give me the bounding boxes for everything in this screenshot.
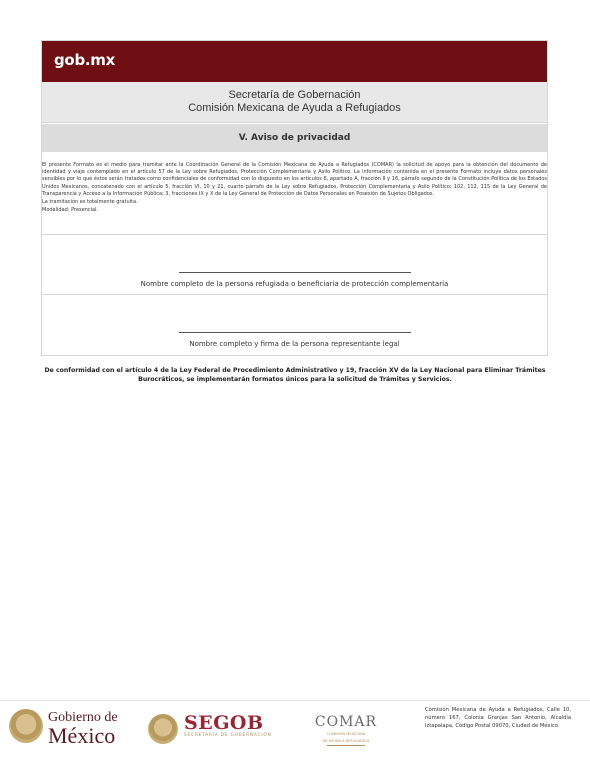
comar-underline	[327, 745, 365, 746]
gobierno-logo-line1: Gobierno de	[48, 710, 118, 725]
form-container	[41, 40, 548, 356]
footer-address: Comisión Mexicana de Ayuda a Refugiados, Calle 10, número 167, Colonia Granjas San Antonio, Alcaldía Iztapalapa, Código Postal 09070, Ciudad de México.	[425, 707, 571, 729]
refugee-signature-label: Nombre completo de la persona refugiada o beneficiaria de protección complementaria	[140, 280, 449, 288]
footer	[0, 700, 590, 763]
legal-statement: De conformidad con el artículo 4 de la Ley Federal de Procedimiento Administrativo y 19, fracción XV de la Ley Nacional para Eliminar Trámites Burocráticos, se implementarán formatos únicos para la solicitud de Trámites y Servicios.	[44, 367, 546, 383]
refugee-signature-row	[42, 235, 547, 295]
gobierno-logo-line2: México	[48, 723, 116, 748]
gobierno-de-mexico-logo	[48, 711, 118, 747]
comar-subtitle-1: COMISIÓN MEXICANA	[326, 732, 366, 736]
segob-emblem-icon	[148, 714, 178, 744]
representative-signature-row	[42, 295, 547, 356]
national-emblem-icon	[9, 709, 43, 743]
segob-name: SEGOB	[184, 712, 264, 734]
section-title: V. Aviso de privacidad	[42, 124, 547, 152]
comar-logo	[312, 715, 380, 746]
gob-header-bar	[42, 41, 547, 82]
representative-signature-label: Nombre completo y firma de la persona representante legal	[189, 340, 400, 348]
privacy-notice	[42, 152, 547, 235]
representative-signature-line[interactable]	[179, 332, 411, 333]
modality-note: Modalidad: Presencial.	[42, 207, 99, 214]
free-note: La tramitación es totalmente gratuita.	[42, 199, 138, 206]
comar-name: COMAR	[314, 714, 378, 730]
refugee-signature-line[interactable]	[179, 272, 411, 273]
organization-band	[42, 82, 547, 123]
privacy-paragraph: El presente Formato es el medio para tramitar ante la Coordinación General de la Comisión Mexicana de Ayuda a Refugiados (COMAR) la solicitud de apoyo para la obtención del documento de identidad y viaje contemplado en el artículo 57 de la Ley sobre Refugiados, Protección Complementaria y Asilo Político. La información contenida en el presente Formato incluye datos personales sensibles por lo que éstos serán tratados como confidenciales de conformidad con lo dispuesto en los artículos 6, apartado A, fracción II y 16, párrafo segundo de la Constitución Política de los Estados Unidos Mexicanos, concatenado con el artículo 5, fracción VI, 10 y 21, cuarto párrafo de la Ley sobre Refugiados, Protección Complementaria y Asilo Político; 102, 112, 115 de la Ley General de Transparencia y Acceso a la Información Pública; 3, fracciones IX y X de la Ley General de Protección de Datos Personales en Posesión de Sujetos Obligados.	[42, 162, 547, 197]
comar-subtitle-2: DE AYUDA A REFUGIADOS	[322, 738, 370, 743]
commission-name: Comisión Mexicana de Ayuda a Refugiados	[188, 102, 401, 114]
segob-subtitle: SECRETARÍA DE GOBERNACIÓN	[184, 733, 272, 738]
segob-logo	[184, 713, 272, 738]
secretariat-name: Secretaría de Gobernación	[228, 89, 361, 101]
gob-mx-logo[interactable]: gob.mx	[54, 51, 115, 69]
